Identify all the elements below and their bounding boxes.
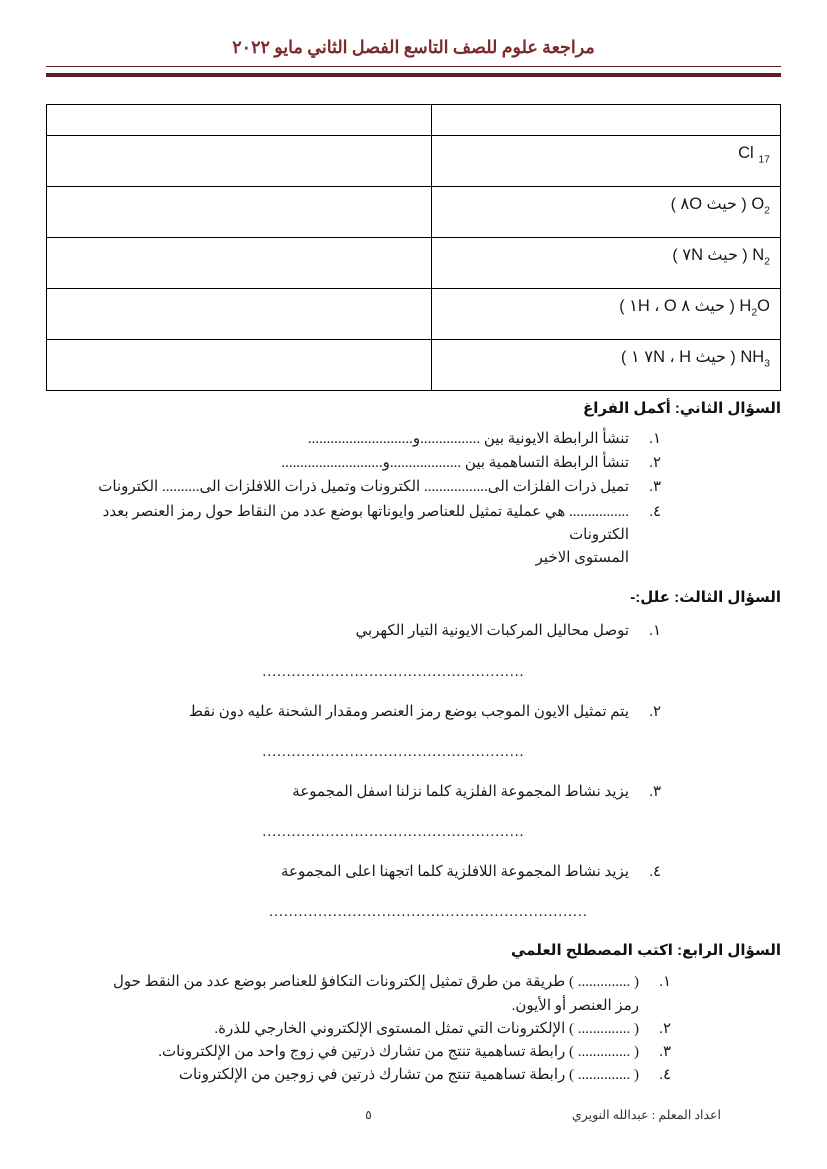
document-header <box>46 0 781 77</box>
table-cell-formula <box>432 186 781 237</box>
item-text <box>52 971 639 1018</box>
header-divider <box>46 66 781 77</box>
item-number: ٤. <box>649 864 661 880</box>
list-item <box>52 701 661 724</box>
item-number: ٢. <box>659 1020 671 1037</box>
elements-table <box>46 104 781 391</box>
answer-dotted-line[interactable]: ................................................................. <box>269 904 588 921</box>
table-cell-formula <box>432 339 781 390</box>
formula-oxygen-molecule: $O_2$ <box>751 194 770 217</box>
item-text-line2: رمز العنصر أو الأيون. <box>511 997 639 1014</box>
table-cell-formula <box>432 237 781 288</box>
reasons-list <box>52 620 661 643</box>
reasons-list <box>52 861 661 884</box>
item-number: ٤. <box>649 503 661 520</box>
item-text-line2: المستوى الاخير <box>535 550 629 566</box>
formula-ammonia: $NH_3$ <box>740 347 770 370</box>
table-cell-answer[interactable] <box>47 186 432 237</box>
item-text-body: رابطة تساهمية تنتج من تشارك ذرتين في زوج واحد من الإلكترونات. <box>158 1044 566 1060</box>
table-cell-formula <box>432 135 781 186</box>
item-number: ١. <box>649 430 661 447</box>
formula-note: ( حيث ٧N ، H ١ ) <box>621 347 736 366</box>
answer-dotted-line[interactable]: ...................................................... <box>262 824 525 840</box>
atomic-number-17: 17 <box>758 153 770 166</box>
reasons-list <box>52 701 661 724</box>
reasons-list <box>52 781 661 804</box>
item-number: ٢. <box>649 455 661 471</box>
list-item <box>52 620 661 643</box>
document-footer <box>46 1107 781 1127</box>
item-number: ١. <box>659 974 671 991</box>
page-number: ٥ <box>365 1108 372 1122</box>
item-text-line1: طريقة من طرق تمثيل إلكترونات التكافؤ للعناصر بوضع عدد من النقط حول <box>112 974 566 991</box>
item-text <box>52 501 629 571</box>
item-text <box>52 1064 639 1087</box>
list-item <box>52 501 661 571</box>
table-cell-answer[interactable] <box>47 237 432 288</box>
table-cell-answer[interactable] <box>47 288 432 339</box>
item-text <box>52 1041 639 1064</box>
list-item <box>52 428 661 451</box>
item-text-line1: ................ هي عملية تمثيل للعناصر وايوناتها بوضع عدد من النقاط حول رمز العنصر بعدد الكترونات <box>102 503 629 543</box>
item-text-body: رابطة تساهمية تنتج من تشارك ذرتين في زوجين من الإلكترونات <box>178 1067 566 1084</box>
item-text: يزيد نشاط المجموعة الفلزية كلما نزلنا اسفل المجموعة <box>292 783 629 800</box>
formula-note: ( حيث ٨O ) <box>670 194 747 213</box>
item-number: ٢. <box>649 703 661 720</box>
list-item <box>52 971 671 1018</box>
page-title: مراجعة علوم للصف التاسع الفصل الثاني مايو ٢٠٢٢ <box>232 37 595 57</box>
list-item <box>52 861 661 884</box>
table-cell-answer[interactable] <box>47 135 432 186</box>
answer-dotted-line[interactable]: ...................................................... <box>262 743 525 760</box>
term-answer-blank[interactable]: ( .............. ) <box>569 1067 639 1084</box>
formula-water: $H_2O$ <box>734 296 770 319</box>
scientific-term-list <box>52 971 671 1087</box>
formula-note: ( حيث ٨ O ، ١H ) <box>619 296 735 315</box>
list-item <box>52 1064 671 1087</box>
item-text: توصل محاليل المركبات الايونية التيار الكهربي <box>355 623 629 640</box>
item-text: تنشأ الرابطة التساهمية بين ...................و........................... <box>281 455 629 471</box>
table-row <box>47 339 781 390</box>
list-item <box>52 781 661 804</box>
item-text-body: الإلكترونات التي تمثل المستوى الإلكتروني الخارجي للذرة. <box>214 1020 566 1037</box>
formula-chlorine: $_{17}$ Cl <box>738 143 770 166</box>
item-number: ٤. <box>659 1067 671 1084</box>
term-answer-blank[interactable]: ( .............. ) <box>569 1044 639 1060</box>
table-row <box>47 237 781 288</box>
item-text: تميل ذرات الفلزات الى................. الكترونات وتميل ذرات اللافلزات الى.......... الكترونات <box>98 479 629 496</box>
item-text: تنشأ الرابطة الايونية بين ................و............................ <box>307 430 629 447</box>
formula-nitrogen-molecule: $N_2$ <box>752 245 770 268</box>
term-answer-blank[interactable]: ( .............. ) <box>569 974 639 991</box>
table-row <box>47 186 781 237</box>
answer-dotted-line[interactable]: ...................................................... <box>262 663 525 680</box>
table-cell-answer[interactable] <box>47 104 432 135</box>
table-cell-formula <box>432 288 781 339</box>
section-heading-fill-blank: السؤال الثاني: أكمل الفراغ <box>582 399 781 417</box>
section-heading-scientific-term: السؤال الرابع: اكتب المصطلح العلمي <box>510 942 781 960</box>
list-item <box>52 1018 671 1041</box>
item-text <box>52 1018 639 1041</box>
table-row <box>47 104 781 135</box>
item-text: يتم تمثيل الايون الموجب بوضع رمز العنصر ومقدار الشحنة عليه دون نقط <box>189 703 629 720</box>
item-number: ٣. <box>649 479 661 496</box>
list-item <box>52 476 661 499</box>
table-row <box>47 135 781 186</box>
list-item <box>52 452 661 475</box>
table-row <box>47 288 781 339</box>
item-number: ١. <box>649 623 661 640</box>
section-heading-reasons: السؤال الثالث: علل:- <box>630 589 781 607</box>
table-cell-answer[interactable] <box>47 339 432 390</box>
list-item <box>52 1041 671 1064</box>
teacher-credit: اعداد المعلم : عبدالله النويري <box>571 1108 721 1122</box>
item-number: ٣. <box>649 783 661 800</box>
formula-note: ( حيث ٧N ) <box>672 245 748 264</box>
item-number: ٣. <box>659 1044 671 1060</box>
term-answer-blank[interactable]: ( .............. ) <box>569 1020 639 1037</box>
item-text: يزيد نشاط المجموعة اللافلزية كلما اتجهنا اعلى المجموعة <box>280 864 629 880</box>
fill-blank-list <box>52 428 661 571</box>
table-cell-formula <box>432 104 781 135</box>
